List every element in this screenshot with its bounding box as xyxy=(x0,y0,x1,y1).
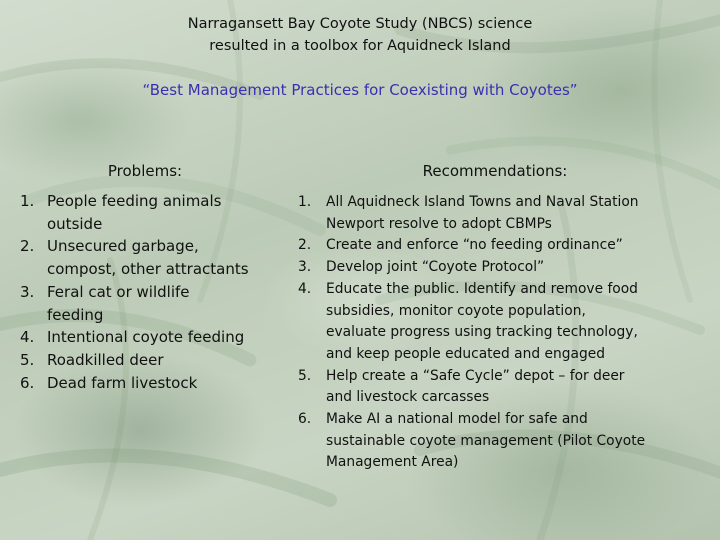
item-number: 6. xyxy=(298,411,312,428)
slide-header xyxy=(0,13,720,57)
item-line: People feeding animals xyxy=(47,192,222,210)
list-item xyxy=(20,235,270,280)
list-item xyxy=(298,257,708,279)
list-item xyxy=(298,279,708,366)
item-line: and keep people educated and engaged xyxy=(326,345,605,362)
item-number: 5. xyxy=(20,350,35,369)
list-item xyxy=(298,409,708,474)
item-line: Dead farm livestock xyxy=(47,373,198,392)
item-line: Create and enforce “no feeding ordinance” xyxy=(326,237,623,254)
header-line-1: Narragansett Bay Coyote Study (NBCS) science xyxy=(187,16,533,32)
item-line: Management Area) xyxy=(326,454,459,471)
list-item xyxy=(20,349,270,372)
item-number: 4. xyxy=(298,280,312,297)
item-number: 2. xyxy=(298,237,312,254)
slide-subtitle: “Best Management Practices for Coexisting with Coyotes” xyxy=(142,81,578,99)
item-number: 2. xyxy=(20,237,35,256)
item-line: compost, other attractants xyxy=(47,260,249,279)
recommendations-heading: Recommendations: xyxy=(422,162,568,180)
item-line: Newport resolve to adopt CBMPs xyxy=(326,215,552,232)
item-line: evaluate progress using tracking technology, xyxy=(326,324,638,341)
list-item xyxy=(298,235,708,257)
header-line-2: resulted in a toolbox for Aquidneck Island xyxy=(209,38,511,54)
item-line: Develop joint “Coyote Protocol” xyxy=(326,259,545,276)
list-item xyxy=(298,366,708,409)
item-line: feeding xyxy=(47,305,104,324)
item-line: Unsecured garbage, xyxy=(47,237,199,256)
recommendations-list xyxy=(298,192,708,474)
problems-list xyxy=(20,190,270,394)
item-number: 3. xyxy=(298,259,312,276)
item-line: outside xyxy=(47,214,103,233)
item-line: Intentional coyote feeding xyxy=(47,328,245,347)
item-line: Roadkilled deer xyxy=(47,350,164,369)
item-number: 3. xyxy=(20,282,35,301)
item-number: 4. xyxy=(20,328,35,347)
item-number: 5. xyxy=(298,367,312,384)
item-line: Help create a “Safe Cycle” depot – for deer xyxy=(326,367,625,384)
list-item xyxy=(20,190,270,235)
item-line: and livestock carcasses xyxy=(326,389,490,406)
item-line: All Aquidneck Island Towns and Naval Station xyxy=(326,194,639,210)
item-line: Feral cat or wildlife xyxy=(47,282,190,301)
problems-heading: Problems: xyxy=(107,162,183,180)
list-item xyxy=(298,192,708,235)
list-item xyxy=(20,372,270,395)
item-line: Make AI a national model for safe and xyxy=(326,411,588,428)
item-number: 1. xyxy=(20,192,35,210)
item-number: 6. xyxy=(20,373,35,392)
item-line: sustainable coyote management (Pilot Coyote xyxy=(326,432,646,449)
item-number: 1. xyxy=(298,194,312,210)
item-line: subsidies, monitor coyote population, xyxy=(326,302,586,319)
list-item xyxy=(20,281,270,326)
item-line: Educate the public. Identify and remove food xyxy=(326,280,638,297)
list-item xyxy=(20,326,270,349)
